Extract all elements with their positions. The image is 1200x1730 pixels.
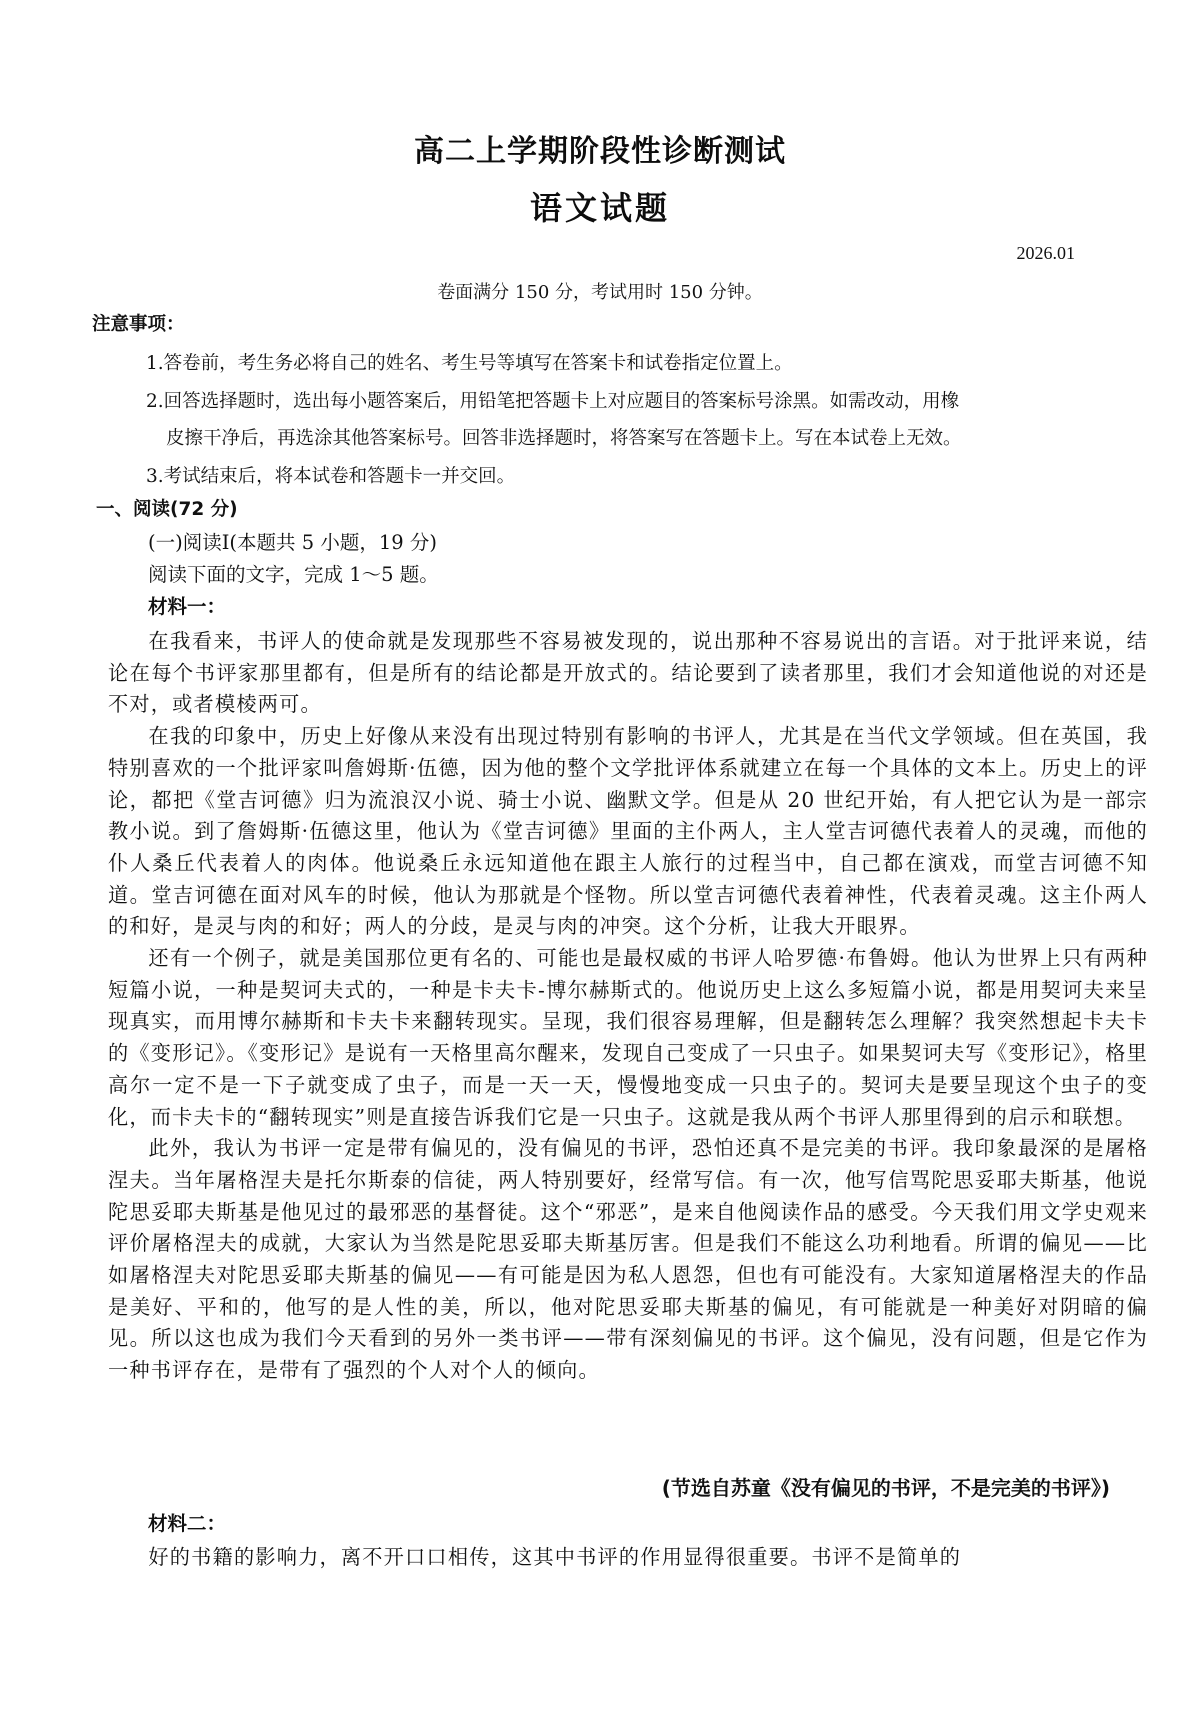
paragraph: 好的书籍的影响力，离不开口口相传，这其中书评的作用显得很重要。书评不是简单的 <box>148 1545 962 1569</box>
paragraph: 在我看来，书评人的使命就是发现那些不容易被发现的，说出那种不容易说出的言语。对于批评来说，结论在每个书评家那里都有，但是所有的结论都是开放式的。结论要到了读者那里，我们才会知道他说的对还是不对，或者模棱两可。 <box>108 629 1148 717</box>
exam-title: 高二上学期阶段性诊断测试 <box>414 134 786 169</box>
material-two-label: 材料二： <box>148 1512 227 1535</box>
paragraph: 此外，我认为书评一定是带有偏见的，没有偏见的书评，恐怕还真不是完美的书评。我印象最深的是屠格涅夫。当年屠格涅夫是托尔斯泰的信徒，两人特别要好，经常写信。有一次，他写信骂陀思妥耶夫斯基，他说陀思妥耶夫斯基是他见过的最邪恶的基督徒。这个“邪恶”，是来自他阅读作品的感受。今天我们用文学史观来评价屠格涅夫的成就，大家认为当然是陀思妥耶夫斯基厉害。但是我们不能这么功利地看。所谓的偏见——比如屠格涅夫对陀思妥耶夫斯基的偏见——有可能是因为私人恩怨，但也有可能没有。大家知道屠格涅夫的作品是美好、平和的，他写的是人性的美，所以，他对陀思妥耶夫斯基的偏见，有可能就是一种美好对阴暗的偏见。所以这也成为我们今天看到的另外一类书评——带有深刻偏见的书评。这个偏见，没有问题，但是它作为一种书评存在，是带有了强烈的个人对个人的倾向。 <box>108 1136 1148 1383</box>
score-time-line: 卷面满分 150 分，考试用时 150 分钟。 <box>437 282 763 303</box>
paragraph: 还有一个例子，就是美国那位更有名的、可能也是最权威的书评人哈罗德·布鲁姆。他认为世界上只有两种短篇小说，一种是契诃夫式的，一种是卡夫卡-博尔赫斯式的。他说历史上这么多短篇小说，都是用契诃夫来呈现真实，而用博尔赫斯和卡夫卡来翻转现实。呈现，我们很容易理解，但是翻转怎么理解？我突然想起卡夫卡的《变形记》。《变形记》是说有一天格里高尔醒来，发现自己变成了一只虫子。如果契诃夫写《变形记》，格里高尔一定不是一下子就变成了虫子，而是一天一天，慢慢地变成一只虫子的。契诃夫是要呈现这个虫子的变化，而卡夫卡的“翻转现实”则是直接告诉我们它是一只虫子。这就是我从两个书评人那里得到的启示和联想。 <box>108 946 1148 1129</box>
paragraph: 在我的印象中，历史上好像从来没有出现过特别有影响的书评人，尤其是在当代文学领域。但在英国，我特别喜欢的一个批评家叫詹姆斯·伍德，因为他的整个文学批评体系就建立在每一个具体的文本上。历史上的评论，都把《堂吉诃德》归为流浪汉小说、骑士小说、幽默文学。但是从 20 世纪开始，有人把它认为是一部宗教小说。到了詹姆斯·伍德这里，他认为《堂吉诃德》里面的主仆两人，主人堂吉诃德代表着人的灵魂，而他的仆人桑丘代表着人的肉体。他说桑丘永远知道他在跟主人旅行的过程当中，自己都在演戏，而堂吉诃德不知道。堂吉诃德在面对风车的时候，他认为那就是个怪物。所以堂吉诃德代表着神性，代表着灵魂。这主仆两人的和好，是灵与肉的和好；两人的分歧，是灵与肉的冲突。这个分析，让我大开眼界。 <box>108 724 1148 939</box>
notice-item-1: 1.答卷前，考生务必将自己的姓名、考生号等填写在答案卡和试卷指定位置上。 <box>146 353 793 374</box>
exam-date: 2026.01 <box>1016 243 1075 263</box>
section-heading: 一、阅读(72 分) <box>96 499 238 520</box>
material-two-body <box>108 1542 1148 1574</box>
sub-section-heading: (一)阅读Ⅰ(本题共 5 小题，19 分) <box>148 531 437 554</box>
source-citation: (节选自苏童《没有偏见的书评，不是完美的书评》) <box>661 1476 1110 1500</box>
material-one-label: 材料一： <box>148 595 227 618</box>
reading-instruction: 阅读下面的文字，完成 1～5 题。 <box>148 563 439 586</box>
notice-item-2-cont: 皮擦干净后，再选涂其他答案标号。回答非选择题时，将答案写在答题卡上。写在本试卷上无效。 <box>166 428 962 449</box>
notice-item-2: 2.回答选择题时，选出每小题答案后，用铅笔把答题卡上对应题目的答案标号涂黑。如需改动，用橡 <box>146 391 960 412</box>
exam-subtitle: 语文试题 <box>529 189 670 227</box>
notice-item-3: 3.考试结束后，将本试卷和答题卡一并交回。 <box>146 466 516 487</box>
material-one-body <box>108 626 1148 1387</box>
notice-heading: 注意事项： <box>92 314 185 335</box>
